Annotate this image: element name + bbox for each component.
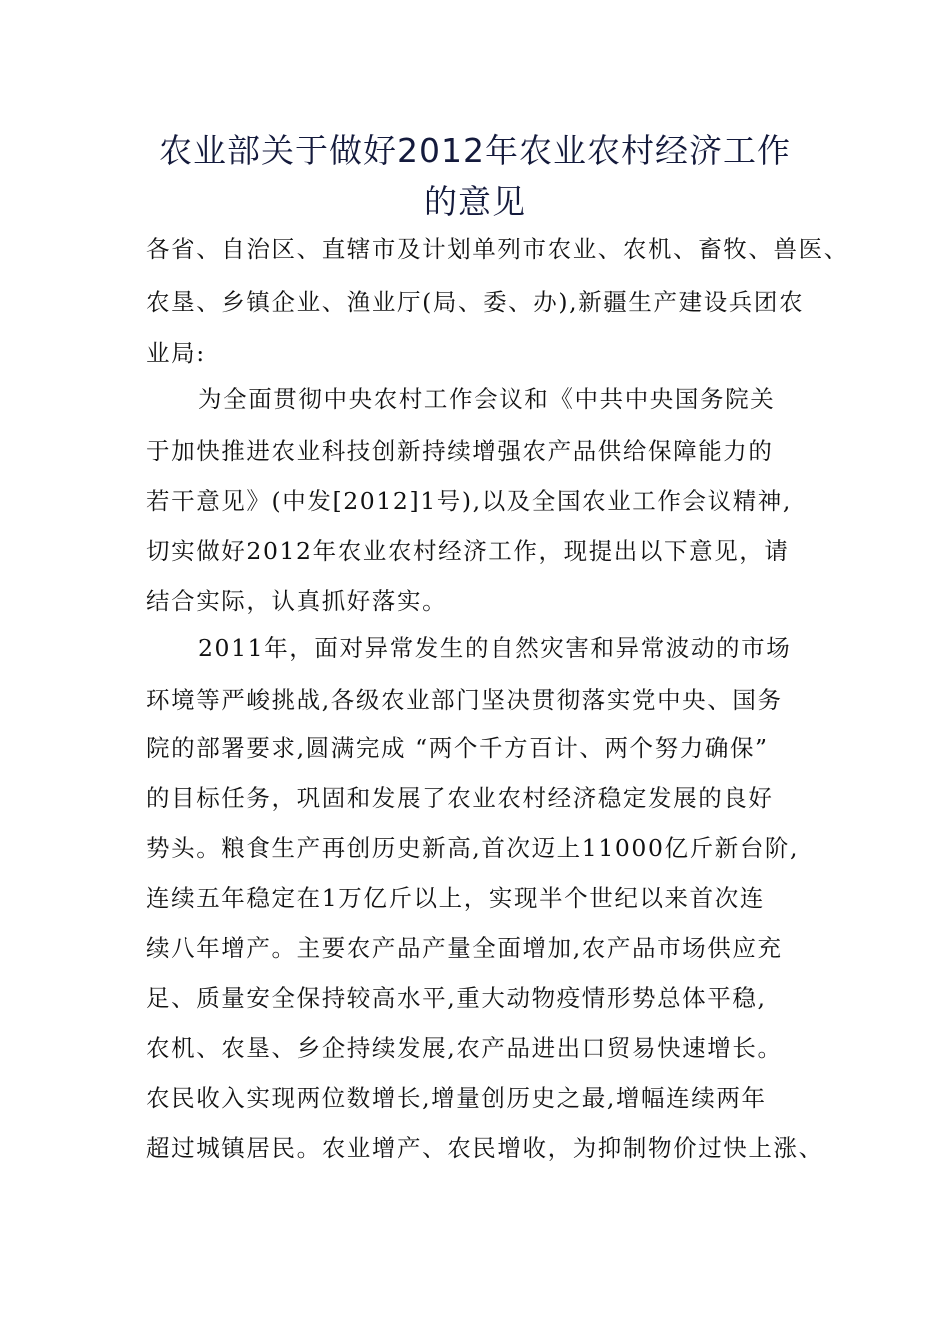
body-line-3: 业局: xyxy=(146,339,206,367)
body-line-17: 农机、农垦、乡企持续发展,农产品进出口贸易快速增长。 xyxy=(146,1034,783,1062)
body-line-18: 农民收入实现两位数增长,增量创历史之最,增幅连续两年 xyxy=(146,1084,767,1112)
body-line-9: 2011年，面对异常发生的自然灾害和异常波动的市场 xyxy=(198,634,792,662)
document-title-line-1: 农业部关于做好2012年农业农村经济工作 xyxy=(159,131,791,170)
body-line-16: 足、质量安全保持较高水平,重大动物疫情形势总体平稳, xyxy=(146,984,767,1012)
body-line-19: 超过城镇居民。农业增产、农民增收，为抑制物价过快上涨、 xyxy=(146,1134,824,1162)
document-title-line-2: 的意见 xyxy=(424,182,526,221)
body-line-4: 为全面贯彻中央农村工作会议和《中共中央国务院关 xyxy=(198,385,776,413)
body-line-11: 院的部署要求,圆满完成 “两个千方百计、两个努力确保” xyxy=(146,734,769,762)
body-line-15: 续八年增产。主要农产品产量全面增加,农产品市场供应充 xyxy=(146,934,783,962)
body-line-6: 若干意见》(中发[2012]1号),以及全国农业工作会议精神, xyxy=(146,487,792,515)
body-line-5: 于加快推进农业科技创新持续增强农产品供给保障能力的 xyxy=(146,437,774,465)
body-line-1: 各省、自治区、直辖市及计划单列市农业、农机、畜牧、兽医、 xyxy=(146,235,849,263)
body-line-7: 切实做好2012年农业农村经济工作，现提出以下意见，请 xyxy=(146,537,790,565)
body-line-12: 的目标任务，巩固和发展了农业农村经济稳定发展的良好 xyxy=(146,784,774,812)
body-line-8: 结合实际，认真抓好落实。 xyxy=(146,587,448,615)
body-line-2: 农垦、乡镇企业、渔业厅(局、委、办),新疆生产建设兵团农 xyxy=(146,288,805,316)
body-line-13: 势头。粮食生产再创历史新高,首次迈上11000亿斤新台阶, xyxy=(146,834,800,862)
body-line-14: 连续五年稳定在1万亿斤以上，实现半个世纪以来首次连 xyxy=(146,884,765,912)
body-line-10: 环境等严峻挑战,各级农业部门坚决贯彻落实党中央、国务 xyxy=(146,686,783,714)
